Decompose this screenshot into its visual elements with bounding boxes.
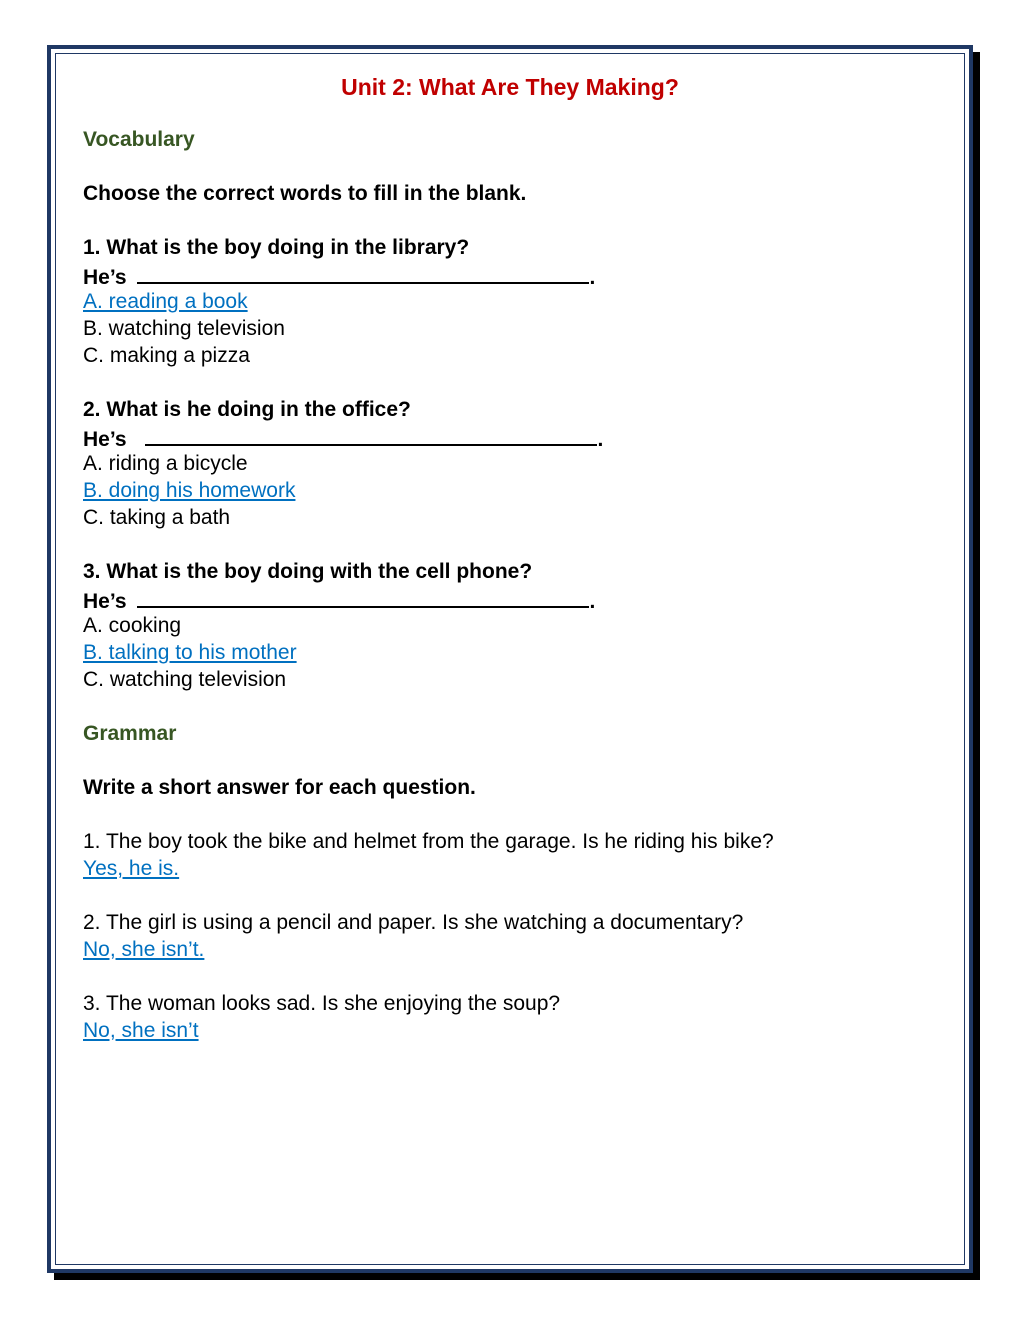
option-a[interactable]: A. cooking xyxy=(83,614,182,637)
worksheet-content xyxy=(83,72,943,1044)
fill-in-line xyxy=(83,586,943,613)
option-c[interactable]: C. taking a bath xyxy=(83,506,231,529)
prompt-text: He’s xyxy=(83,590,127,613)
grammar-heading: Grammar xyxy=(83,722,177,745)
question-text: 1. The boy took the bike and helmet from the garage. Is he riding his bike? xyxy=(83,830,774,853)
option-b[interactable]: B. talking to his mother xyxy=(83,641,297,664)
question-text: 3. What is the boy doing with the cell phone? xyxy=(83,560,533,583)
vocab-question-3 xyxy=(83,559,943,694)
vocab-question-1 xyxy=(83,235,943,370)
question-text: 2. What is he doing in the office? xyxy=(83,398,411,421)
short-answer[interactable]: No, she isn’t xyxy=(83,1018,199,1042)
question-text: 3. The woman looks sad. Is she enjoying the soup? xyxy=(83,991,561,1015)
question-text: 1. What is the boy doing in the library? xyxy=(83,236,470,259)
fill-in-line xyxy=(83,424,943,451)
question-text: 2. The girl is using a pencil and paper. Is she watching a documentary? xyxy=(83,910,744,934)
prompt-text: He’s xyxy=(83,428,127,451)
option-b[interactable]: B. doing his homework xyxy=(83,479,296,502)
answer-blank[interactable] xyxy=(145,424,597,446)
option-a[interactable]: A. riding a bicycle xyxy=(83,452,248,475)
line-end: . xyxy=(589,590,596,613)
grammar-question-3 xyxy=(83,991,943,1045)
vocabulary-instruction: Choose the correct words to fill in the blank. xyxy=(83,182,527,205)
option-c[interactable]: C. watching television xyxy=(83,668,287,691)
fill-in-line xyxy=(83,262,943,289)
page-title: Unit 2: What Are They Making? xyxy=(341,74,679,100)
line-end: . xyxy=(589,266,596,289)
vocabulary-heading: Vocabulary xyxy=(83,128,195,151)
option-a[interactable]: A. reading a book xyxy=(83,290,248,313)
grammar-question-2 xyxy=(83,910,943,964)
short-answer[interactable]: No, she isn’t. xyxy=(83,937,205,961)
answer-blank[interactable] xyxy=(137,262,589,284)
vocab-question-2 xyxy=(83,397,943,532)
grammar-instruction: Write a short answer for each question. xyxy=(83,776,476,799)
option-c[interactable]: C. making a pizza xyxy=(83,344,250,367)
prompt-text: He’s xyxy=(83,266,127,289)
grammar-question-1 xyxy=(83,829,943,883)
option-b[interactable]: B. watching television xyxy=(83,317,285,340)
line-end: . xyxy=(597,428,604,451)
short-answer[interactable]: Yes, he is. xyxy=(83,857,180,880)
answer-blank[interactable] xyxy=(137,586,589,608)
